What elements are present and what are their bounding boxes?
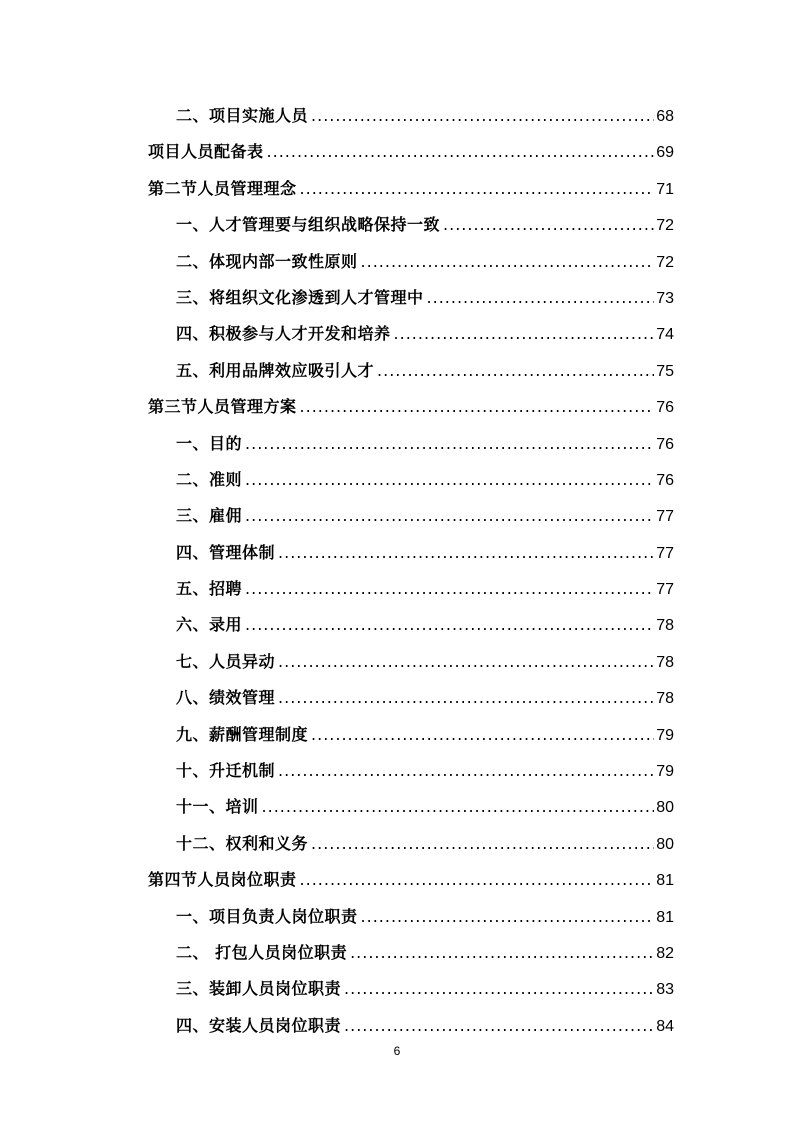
toc-entry-label: 二、项目实施人员	[176, 106, 309, 125]
dot-leader	[361, 899, 655, 935]
dot-leader	[311, 826, 654, 862]
dot-leader	[394, 316, 655, 352]
toc-entry[interactable]	[0, 498, 794, 534]
toc-entry-label: 十一、培训	[176, 797, 259, 817]
toc-entry-page: 79	[656, 726, 674, 744]
toc-entry-page: 72	[656, 253, 674, 271]
toc-entry-label: 九、薪酬管理制度	[176, 724, 309, 744]
toc-entry-label: 一、目的	[176, 433, 243, 453]
dot-leader	[311, 98, 654, 134]
dot-leader	[344, 1008, 654, 1044]
toc-entry-page: 76	[656, 471, 674, 489]
dot-leader	[300, 862, 655, 898]
toc-entry-label: 二、准则	[176, 469, 243, 489]
dot-leader	[245, 498, 654, 534]
page-number: 6	[393, 1044, 401, 1058]
toc-entry-label: 八、绩效管理	[176, 688, 276, 708]
dot-leader	[443, 207, 654, 243]
dot-leader	[278, 753, 654, 789]
toc-entry-page: 81	[656, 872, 674, 890]
toc-entry-page: 75	[656, 362, 674, 380]
toc-entry[interactable]	[0, 134, 794, 170]
toc-entry[interactable]	[0, 826, 794, 862]
toc-entry-page: 76	[656, 399, 674, 417]
dot-leader	[245, 426, 654, 462]
toc-entry[interactable]	[0, 644, 794, 680]
dot-leader	[245, 571, 654, 607]
toc-entry[interactable]	[0, 244, 794, 280]
toc-entry[interactable]	[0, 935, 794, 971]
toc-entry[interactable]	[0, 316, 794, 352]
toc-entry[interactable]	[0, 862, 794, 898]
table-of-contents	[0, 98, 794, 1044]
toc-entry[interactable]	[0, 353, 794, 389]
toc-entry[interactable]	[0, 98, 794, 134]
toc-entry[interactable]	[0, 1008, 794, 1044]
toc-entry-page: 72	[656, 217, 674, 235]
dot-leader	[361, 244, 655, 280]
toc-entry-page: 77	[656, 508, 674, 526]
dot-leader	[300, 171, 655, 207]
toc-entry-page: 84	[656, 1017, 674, 1035]
toc-entry-page: 77	[656, 581, 674, 599]
dot-leader	[267, 134, 655, 170]
toc-entry[interactable]	[0, 426, 794, 462]
toc-entry-label: 六、录用	[176, 615, 243, 635]
toc-entry-label: 一、项目负责人岗位职责	[176, 906, 358, 926]
toc-entry-label: 四、管理体制	[176, 542, 276, 562]
toc-entry-label: 项目人员配备表	[148, 142, 264, 162]
toc-entry[interactable]	[0, 462, 794, 498]
toc-entry-label: 二、 打包人员岗位职责	[176, 942, 348, 962]
toc-entry[interactable]	[0, 389, 794, 425]
dot-leader	[245, 462, 654, 498]
toc-entry-page: 78	[656, 690, 674, 708]
toc-entry[interactable]	[0, 535, 794, 571]
toc-entry-label: 三、装卸人员岗位职责	[176, 979, 342, 999]
toc-entry-label: 二、体现内部一致性原则	[176, 251, 358, 271]
toc-entry-page: 79	[656, 763, 674, 781]
dot-leader	[278, 644, 654, 680]
dot-leader	[262, 789, 655, 825]
toc-entry-page: 81	[656, 908, 674, 926]
toc-entry-page: 76	[656, 435, 674, 453]
toc-entry-label: 四、安装人员岗位职责	[176, 1015, 342, 1035]
toc-entry[interactable]	[0, 207, 794, 243]
toc-entry-page: 82	[656, 944, 674, 962]
toc-entry[interactable]	[0, 971, 794, 1007]
dot-leader	[278, 680, 654, 716]
toc-entry-label: 四、积极参与人才开发和培养	[176, 324, 391, 344]
toc-entry-page: 80	[656, 799, 674, 817]
toc-entry[interactable]	[0, 571, 794, 607]
dot-leader	[311, 717, 654, 753]
dot-leader	[344, 971, 654, 1007]
toc-entry-label: 第三节人员管理方案	[148, 397, 297, 417]
toc-entry[interactable]	[0, 753, 794, 789]
toc-entry-label: 三、雇佣	[176, 506, 243, 526]
dot-leader	[427, 280, 655, 316]
toc-entry-label: 第二节人员管理理念	[148, 178, 297, 198]
toc-entry-page: 68	[656, 108, 674, 125]
toc-entry-page: 74	[656, 326, 674, 344]
toc-entry-page: 69	[656, 144, 674, 162]
toc-entry[interactable]	[0, 717, 794, 753]
dot-leader	[245, 607, 654, 643]
toc-entry-page: 78	[656, 617, 674, 635]
toc-entry[interactable]	[0, 680, 794, 716]
toc-entry[interactable]	[0, 789, 794, 825]
toc-entry[interactable]	[0, 607, 794, 643]
toc-entry-label: 十二、权利和义务	[176, 833, 309, 853]
toc-entry-page: 80	[656, 835, 674, 853]
toc-entry[interactable]	[0, 171, 794, 207]
dot-leader	[377, 353, 654, 389]
toc-entry-page: 71	[656, 180, 674, 198]
toc-entry-label: 五、招聘	[176, 579, 243, 599]
toc-entry-label: 三、将组织文化渗透到人才管理中	[176, 287, 424, 307]
toc-entry-page: 83	[656, 981, 674, 999]
toc-entry-page: 77	[656, 544, 674, 562]
dot-leader	[350, 935, 654, 971]
toc-entry-label: 一、人才管理要与组织战略保持一致	[176, 215, 441, 235]
dot-leader	[278, 535, 654, 571]
toc-entry-label: 七、人员异动	[176, 651, 276, 671]
toc-entry-page: 73	[656, 289, 674, 307]
toc-entry[interactable]	[0, 899, 794, 935]
dot-leader	[300, 389, 655, 425]
toc-entry-label: 十、升迁机制	[176, 761, 276, 781]
toc-entry-label: 五、利用品牌效应吸引人才	[176, 360, 375, 380]
toc-entry-page: 78	[656, 653, 674, 671]
toc-entry[interactable]	[0, 280, 794, 316]
toc-entry-label: 第四节人员岗位职责	[148, 870, 297, 890]
